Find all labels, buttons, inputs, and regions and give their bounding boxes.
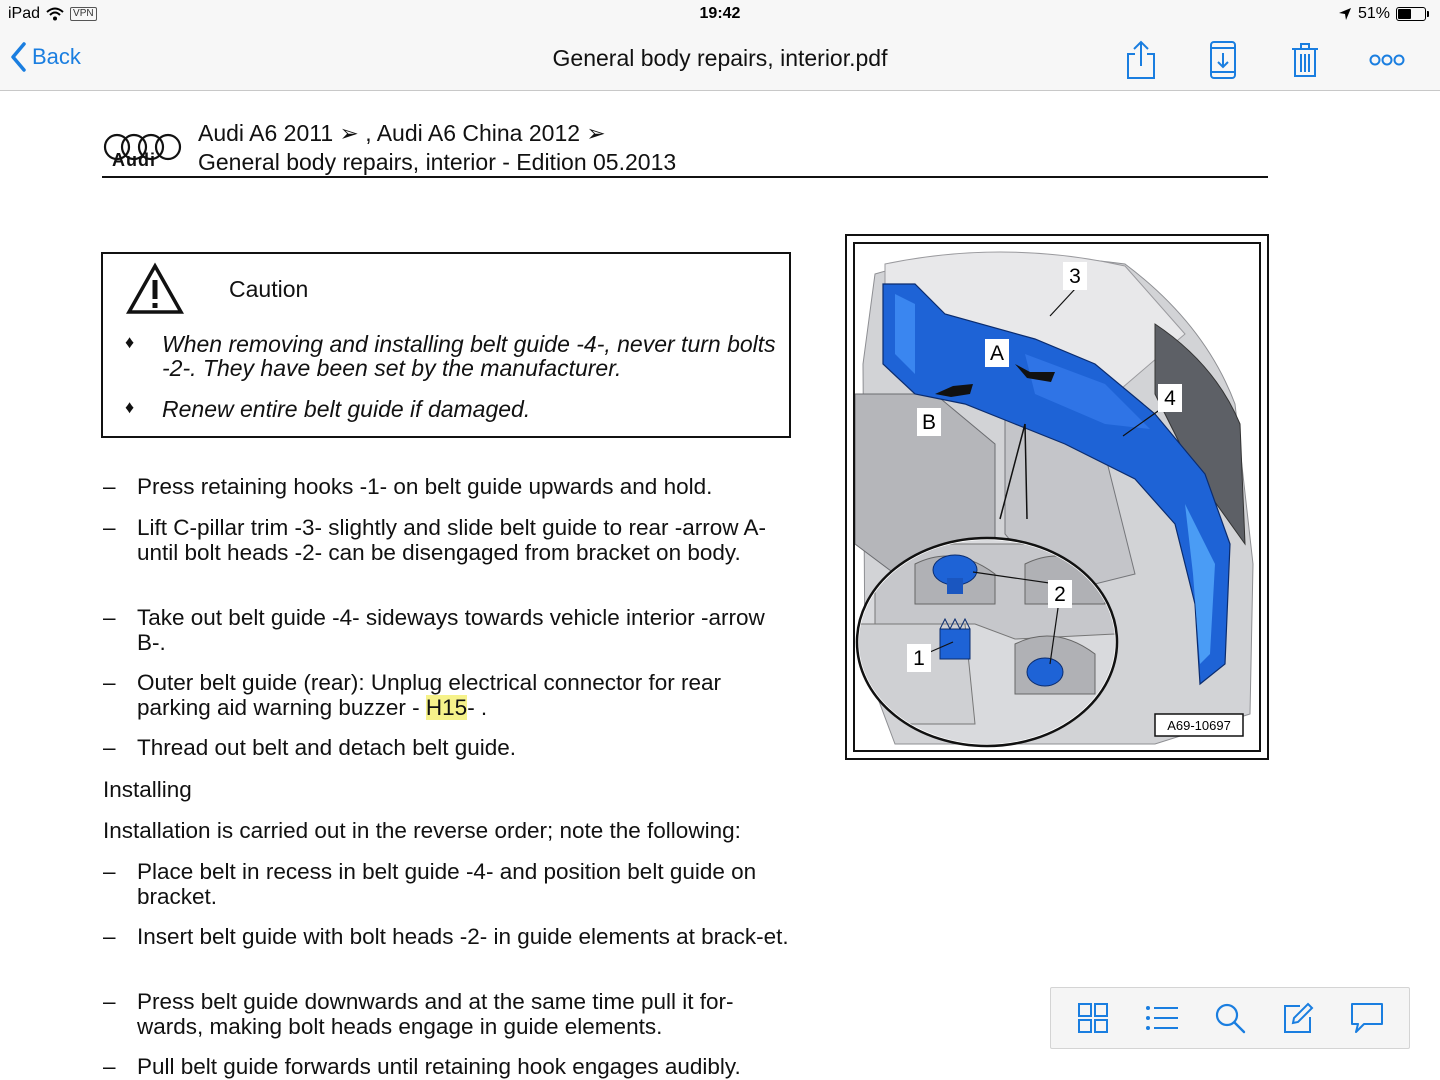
dash: – xyxy=(103,670,116,695)
annotate-icon xyxy=(1282,1002,1314,1034)
audi-wordmark: Audi xyxy=(112,150,156,170)
callout-1: 1 xyxy=(913,647,925,670)
outline-list-icon xyxy=(1145,1004,1179,1032)
caution-box xyxy=(101,252,791,438)
step-text-part: Outer belt guide (rear): Unplug electrical connector for rear parking aid warning buzzer - xyxy=(137,670,722,720)
illustration-frame xyxy=(853,242,1261,752)
callout-A: A xyxy=(989,342,1005,365)
clock: 19:42 xyxy=(699,5,741,22)
installing-intro: Installation is carried out in the reverse order; note the following: xyxy=(103,818,741,843)
dash: – xyxy=(103,989,116,1014)
share-button[interactable] xyxy=(1100,36,1182,84)
bolt-head xyxy=(1027,658,1063,686)
retaining-hook xyxy=(940,629,970,659)
device-name: iPad xyxy=(8,5,41,22)
annotate-button[interactable] xyxy=(1270,994,1326,1042)
warning-triangle-icon xyxy=(125,262,185,316)
comment-button[interactable] xyxy=(1339,994,1395,1042)
header-manual-title: General body repairs, interior - Edition 05.2013 xyxy=(198,149,677,175)
caution-text: When removing and installing belt guide -4-, never turn bolts -2-. They have been set by the manufacturer. xyxy=(162,331,776,381)
thumbnails-icon xyxy=(1077,1002,1109,1034)
save-to-device-button[interactable] xyxy=(1182,36,1264,84)
installing-heading: Installing xyxy=(103,777,192,802)
callout-4: 4 xyxy=(1164,387,1176,410)
callout-2: 2 xyxy=(1054,583,1066,606)
comment-icon xyxy=(1350,1002,1384,1034)
document-header xyxy=(102,118,1268,178)
step-text: Press retaining hooks -1- on belt guide upwards and hold. xyxy=(137,474,713,499)
figure-reference: A69-10697 xyxy=(1167,718,1231,733)
download-icon xyxy=(1209,40,1237,80)
step-text: Thread out belt and detach belt guide. xyxy=(137,735,517,760)
battery-icon xyxy=(1396,7,1426,21)
nav-actions xyxy=(1100,36,1428,84)
battery-percent: 51% xyxy=(1357,5,1390,22)
dash: – xyxy=(103,735,116,760)
step-text: Pull belt guide forwards until retaining hook engages audibly. xyxy=(137,1054,741,1079)
delete-button[interactable] xyxy=(1264,36,1346,84)
share-icon xyxy=(1125,40,1157,80)
thumbnails-button[interactable] xyxy=(1065,994,1121,1042)
document-title: General body repairs, interior.pdf xyxy=(552,45,888,71)
search-highlight[interactable]: H15 xyxy=(425,694,468,720)
vpn-badge: VPN xyxy=(70,7,97,21)
step-text-part: - . xyxy=(467,694,488,720)
step-text: Press belt guide downwards and at the same time pull it for-wards, making bolt heads engage in guide elements. xyxy=(137,989,734,1039)
step-text: Lift C-pillar trim -3- slightly and slide belt guide to rear -arrow A- until bolt heads -2- can be disengaged from bracket on body. xyxy=(137,515,766,565)
dash: – xyxy=(103,515,116,540)
location-arrow-icon xyxy=(1338,7,1352,21)
trash-icon xyxy=(1291,42,1319,78)
status-bar xyxy=(0,0,1440,30)
bullet-diamond: ♦ xyxy=(125,397,135,417)
technical-illustration xyxy=(845,234,1269,760)
callout-B: B xyxy=(921,411,937,434)
outline-button[interactable] xyxy=(1134,994,1190,1042)
dash: – xyxy=(103,474,116,499)
caution-text: Renew entire belt guide if damaged. xyxy=(162,396,531,422)
more-icon xyxy=(1369,54,1405,66)
search-icon xyxy=(1214,1002,1246,1034)
back-button[interactable] xyxy=(10,42,81,72)
step-text: Take out belt guide -4- sideways towards vehicle interior -arrow B-. xyxy=(137,605,765,655)
callout-3: 3 xyxy=(1069,265,1081,288)
search-button[interactable] xyxy=(1202,994,1258,1042)
reader-toolbar xyxy=(1050,987,1410,1049)
chevron-left-icon xyxy=(10,42,26,72)
step-text xyxy=(137,671,797,720)
back-label: Back xyxy=(32,44,81,69)
dash: – xyxy=(103,924,116,949)
step-text: Insert belt guide with bolt heads -2- in guide elements at brack-et. xyxy=(137,924,789,949)
dash: – xyxy=(103,1054,116,1079)
step-text: Place belt in recess in belt guide -4- and position belt guide on bracket. xyxy=(137,859,757,909)
pdf-page[interactable] xyxy=(0,92,1440,1080)
navigation-bar xyxy=(0,30,1440,91)
dash: – xyxy=(103,605,116,630)
belt-guide-drawing xyxy=(855,244,1257,748)
header-models: Audi A6 2011 ➢ , Audi A6 China 2012 ➢ xyxy=(198,120,606,146)
dash: – xyxy=(103,859,116,884)
status-right xyxy=(1338,5,1426,23)
caution-title: Caution xyxy=(229,276,309,302)
bullet-diamond: ♦ xyxy=(125,332,135,352)
more-button[interactable] xyxy=(1346,36,1428,84)
